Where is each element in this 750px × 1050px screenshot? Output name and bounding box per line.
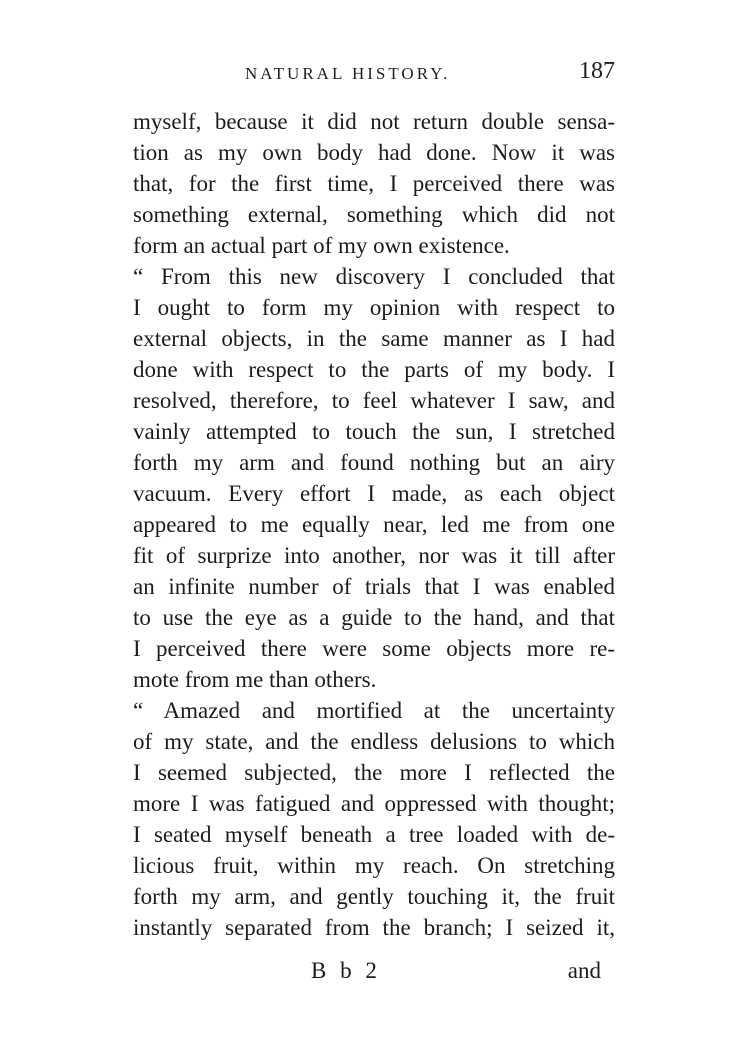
text-line: vainly attempted to touch the sun, I stretched	[133, 419, 615, 444]
text-line: to use the eye as a guide to the hand, and that	[133, 605, 615, 630]
text-line: resolved, therefore, to feel whatever I saw, and	[133, 388, 615, 413]
text-line: an infinite number of trials that I was enabled	[133, 574, 615, 599]
text-line: forth my arm, and gently touching it, the fruit	[133, 884, 615, 909]
text-line: that, for the first time, I perceived there was	[133, 171, 615, 196]
text-line: I seated myself beneath a tree loaded with de-	[133, 822, 615, 847]
text-line: mote from me than others.	[133, 667, 377, 692]
text-line: licious fruit, within my reach. On stretching	[133, 853, 615, 878]
page-header	[133, 58, 615, 92]
text-line: I seemed subjected, the more I reflected the	[133, 760, 615, 785]
page-number: 187	[579, 58, 615, 84]
text-line: myself, because it did not return double sensa-	[133, 109, 615, 134]
text-line: “ From this new discovery I concluded that	[133, 264, 615, 289]
page-footer	[133, 958, 615, 992]
paragraph-3	[133, 695, 615, 943]
text-line: “ Amazed and mortified at the uncertainty	[133, 698, 615, 723]
text-line: something external, something which did not	[133, 202, 615, 227]
text-line: of my state, and the endless delusions to which	[133, 729, 615, 754]
signature-mark: B b 2	[311, 958, 381, 983]
paragraph-2	[133, 261, 615, 695]
text-line: tion as my own body had done. Now it was	[133, 140, 615, 165]
text-line: more I was fatigued and oppressed with thought;	[133, 791, 615, 816]
catchword: and	[567, 958, 601, 983]
text-line: vacuum. Every effort I made, as each object	[133, 481, 615, 506]
text-line: form an actual part of my own existence.	[133, 233, 510, 258]
text-line: done with respect to the parts of my body. I	[133, 357, 615, 382]
text-line: I perceived there were some objects more re-	[133, 636, 615, 661]
paragraph-1	[133, 106, 615, 261]
text-line: instantly separated from the branch; I seized it,	[133, 915, 615, 940]
text-line: fit of surprize into another, nor was it till after	[133, 543, 615, 568]
text-line: external objects, in the same manner as I had	[133, 326, 615, 351]
text-line: I ought to form my opinion with respect to	[133, 295, 615, 320]
running-head: NATURAL HISTORY.	[245, 64, 451, 83]
text-line: forth my arm and found nothing but an airy	[133, 450, 615, 475]
text-line: appeared to me equally near, led me from one	[133, 512, 615, 537]
page-body	[133, 106, 615, 943]
